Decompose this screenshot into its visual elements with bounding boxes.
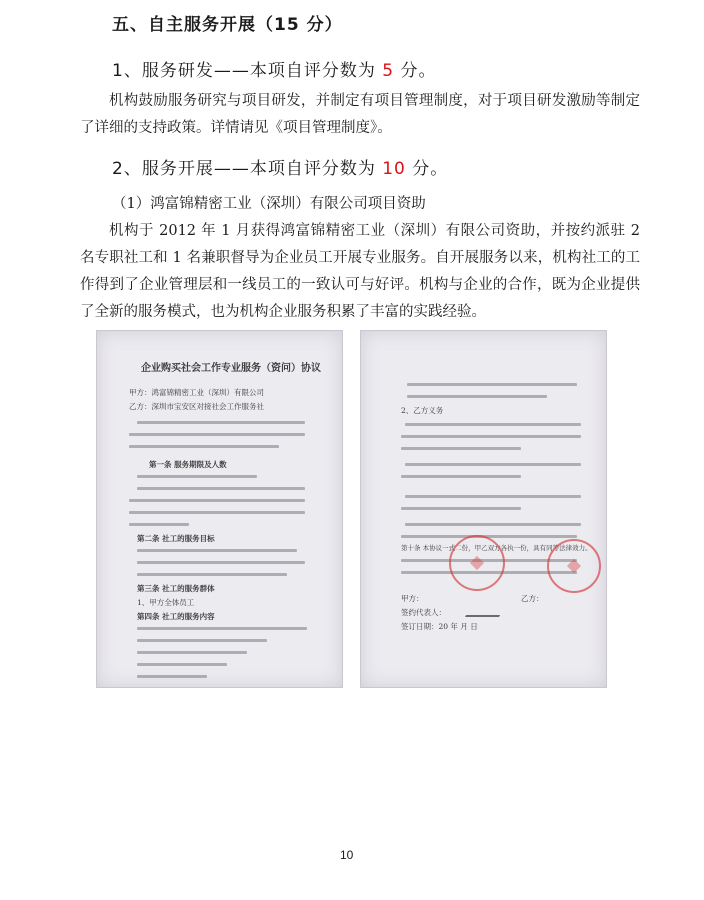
agency-seal-stamp bbox=[547, 539, 601, 593]
contract-party-b: 乙方：深圳市宝安区对接社会工作服务社 bbox=[129, 402, 264, 411]
paragraph-project-text: 机构于 2012 年 1 月获得鸿富锦精密工业（深圳）有限公司资助，并按约派驻 2 名专职社工和 1 名兼职督导为企业员工开展专业服务。自开展服务以来，机构社工的工作得到了企业管理层和一线员工的一致认可与好评。机构与企业的合作，既为企业提供了全新的服务模式，也为机构企业服务积累了丰富的实践经验。 bbox=[80, 223, 640, 320]
paragraph-project bbox=[80, 218, 640, 326]
heading-prefix: 1、服务研发——本项自评分数为 bbox=[112, 61, 376, 81]
contract-title: 企业购买社会工作专业服务（资问）协议 bbox=[141, 363, 321, 374]
contract-party-b-sign: 乙方： bbox=[521, 594, 544, 603]
heading-prefix: 2、服务开展——本项自评分数为 bbox=[112, 159, 376, 179]
paragraph-rnd-text: 机构鼓励服务研究与项目研发，并制定有项目管理制度，对于项目研发激励等制定了详细的支持政策。详情请见《项目管理制度》。 bbox=[80, 93, 640, 136]
heading-score: 10 bbox=[382, 159, 406, 179]
heading-service-rnd bbox=[112, 56, 436, 81]
contract-section-2: 2、乙方义务 bbox=[401, 406, 444, 415]
contract-signer: 签约代表人： bbox=[401, 608, 446, 617]
contract-article-10: 第十条 本协议一式二份，甲乙双方各执一份，具有同等法律效力。 bbox=[401, 544, 592, 552]
company-seal-stamp bbox=[449, 535, 505, 591]
subheading-project: （1）鸿富锦精密工业（深圳）有限公司项目资助 bbox=[112, 196, 426, 212]
contract-date: 签订日期：20 年 月 日 bbox=[401, 622, 478, 631]
page-number: 10 bbox=[340, 848, 354, 862]
contract-article-4: 第四条 社工的服务内容 bbox=[137, 612, 215, 621]
handwritten-signature bbox=[465, 603, 507, 617]
contract-article-1: 第一条 服务期限及人数 bbox=[149, 460, 227, 469]
contract-party-a: 甲方：鸿富锦精密工业（深圳）有限公司 bbox=[129, 388, 264, 397]
contract-article-3: 第三条 社工的服务群体 bbox=[137, 584, 215, 593]
heading-service-delivery bbox=[112, 154, 448, 179]
contract-article-2: 第二条 社工的服务目标 bbox=[137, 534, 215, 543]
contract-party-a-sign: 甲方： bbox=[401, 594, 424, 603]
heading-score: 5 bbox=[382, 61, 395, 81]
heading-suffix: 分。 bbox=[400, 61, 437, 81]
section-title: 五、自主服务开展（15 分） bbox=[112, 15, 343, 35]
scanned-contract-page-1 bbox=[96, 330, 343, 688]
scanned-contract-page-2 bbox=[360, 330, 607, 688]
heading-suffix: 分。 bbox=[412, 159, 449, 179]
paragraph-rnd bbox=[80, 88, 640, 142]
contract-article-3-item: 1、甲方全体员工 bbox=[137, 598, 195, 607]
